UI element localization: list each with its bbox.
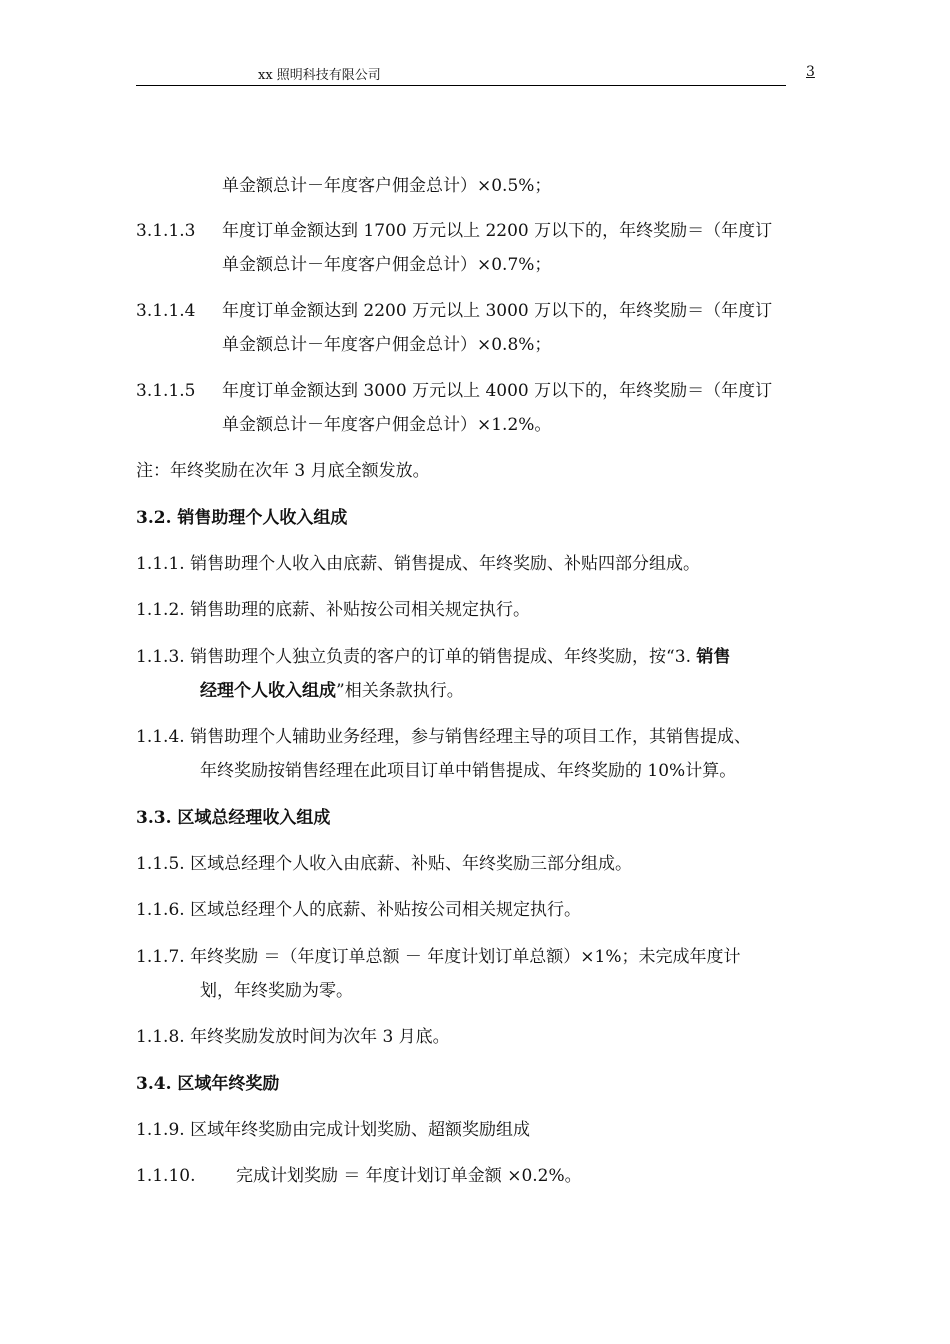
section-heading-3-4: 3.4. 区域年终奖励 <box>136 1074 280 1094</box>
paragraph-line: 1.1.9. 区域年终奖励由完成计划奖励、超额奖励组成 <box>136 1120 531 1140</box>
paragraph-line: 单金额总计－年度客户佣金总计）×1.2%。 <box>222 415 552 435</box>
paragraph-line: 1.1.4. 销售助理个人辅助业务经理，参与销售经理主导的项目工作，其销售提成、 <box>136 727 752 747</box>
paragraph-line: 1.1.7. 年终奖励 ＝（年度订单总额 － 年度计划订单总额）×1%；未完成年度计 <box>136 947 741 967</box>
paragraph-line: 1.1.6. 区域总经理个人的底薪、补贴按公司相关规定执行。 <box>136 900 582 920</box>
paragraph-line: 年度订单金额达到 3000 万元以上 4000 万以下的，年终奖励＝（年度订 <box>222 381 773 401</box>
paragraph-line: 1.1.2. 销售助理的底薪、补贴按公司相关规定执行。 <box>136 600 531 620</box>
clause-number: 3.1.1.4 <box>136 301 196 321</box>
section-heading-3-3: 3.3. 区域总经理收入组成 <box>136 808 331 828</box>
clause-number: 1.1.10. <box>136 1166 196 1186</box>
paragraph-line: 年终奖励按销售经理在此项目订单中销售提成、年终奖励的 10%计算。 <box>200 761 737 781</box>
paragraph-line: 完成计划奖励 ＝ 年度计划订单金额 ×0.2%。 <box>236 1166 582 1186</box>
paragraph-line: 1.1.1. 销售助理个人收入由底薪、销售提成、年终奖励、补贴四部分组成。 <box>136 554 701 574</box>
paragraph-line: 划，年终奖励为零。 <box>200 981 353 1001</box>
paragraph-line: 单金额总计－年度客户佣金总计）×0.5%； <box>222 176 552 196</box>
paragraph-line <box>136 645 730 669</box>
clause-number: 3.1.1.5 <box>136 381 196 401</box>
paragraph-line: 1.1.8. 年终奖励发放时间为次年 3 月底。 <box>136 1027 450 1047</box>
clause-number: 3.1.1.3 <box>136 221 196 241</box>
bold-text-run: 销售 <box>696 647 731 667</box>
paragraph-line: 1.1.5. 区域总经理个人收入由底薪、补贴、年终奖励三部分组成。 <box>136 854 633 874</box>
paragraph-line: 单金额总计－年度客户佣金总计）×0.7%； <box>222 255 552 275</box>
header-page-number: 3 <box>806 64 815 80</box>
text-run: ”相关条款执行。 <box>336 681 464 701</box>
paragraph-line: 单金额总计－年度客户佣金总计）×0.8%； <box>222 335 552 355</box>
paragraph-line: 年度订单金额达到 1700 万元以上 2200 万以下的，年终奖励＝（年度订 <box>222 221 773 241</box>
bold-text-run: 经理个人收入组成 <box>200 681 336 701</box>
header-divider <box>136 85 786 86</box>
paragraph-line <box>200 679 464 703</box>
text-run: 1.1.3. 销售助理个人独立负责的客户的订单的销售提成、年终奖励，按“3. <box>136 647 697 667</box>
header-company-name: xx 照明科技有限公司 <box>258 68 381 83</box>
section-heading-3-2: 3.2. 销售助理个人收入组成 <box>136 508 348 528</box>
paragraph-line: 年度订单金额达到 2200 万元以上 3000 万以下的，年终奖励＝（年度订 <box>222 301 773 321</box>
note-line: 注：年终奖励在次年 3 月底全额发放。 <box>136 461 430 481</box>
